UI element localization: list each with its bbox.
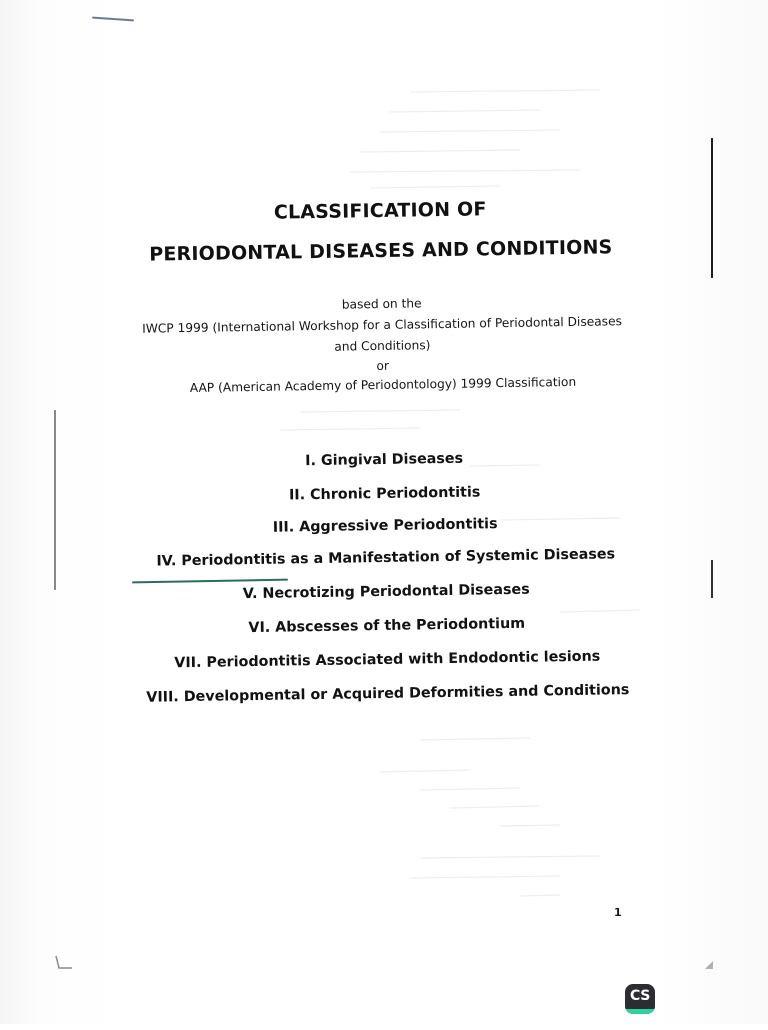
category-item: I. Gingival Diseases xyxy=(305,450,464,470)
document-title: CLASSIFICATION OF xyxy=(273,198,487,224)
subtitle-line: or xyxy=(376,358,390,374)
subtitle-line: and Conditions) xyxy=(334,338,431,354)
camscanner-logo-icon xyxy=(625,984,655,1014)
page-corner-icon xyxy=(704,960,714,970)
category-item: III. Aggressive Periodontitis xyxy=(272,516,498,536)
category-item: VIII. Developmental or Acquired Deformities and Conditions xyxy=(146,682,630,706)
category-item: VI. Abscesses of the Periodontium xyxy=(248,615,526,637)
subtitle-line: based on the xyxy=(341,296,422,312)
document-title: PERIODONTAL DISEASES AND CONDITIONS xyxy=(149,236,613,266)
logo-accent xyxy=(625,1009,655,1014)
category-item: V. Necrotizing Periodontal Diseases xyxy=(242,581,530,603)
subtitle-line: IWCP 1999 (International Workshop for a Classification of Periodontal Diseases xyxy=(142,314,623,336)
page-number: 1 xyxy=(614,906,622,919)
category-item: II. Chronic Periodontitis xyxy=(288,484,481,504)
subtitle-line: AAP (American Academy of Periodontology) 1999 Classification xyxy=(189,374,577,395)
category-item: IV. Periodontitis as a Manifestation of Systemic Diseases xyxy=(156,546,616,570)
logo-label: CS xyxy=(629,988,651,1004)
page-corner-icon xyxy=(55,955,73,969)
category-item: VII. Periodontitis Associated with Endodontic lesions xyxy=(174,648,601,672)
